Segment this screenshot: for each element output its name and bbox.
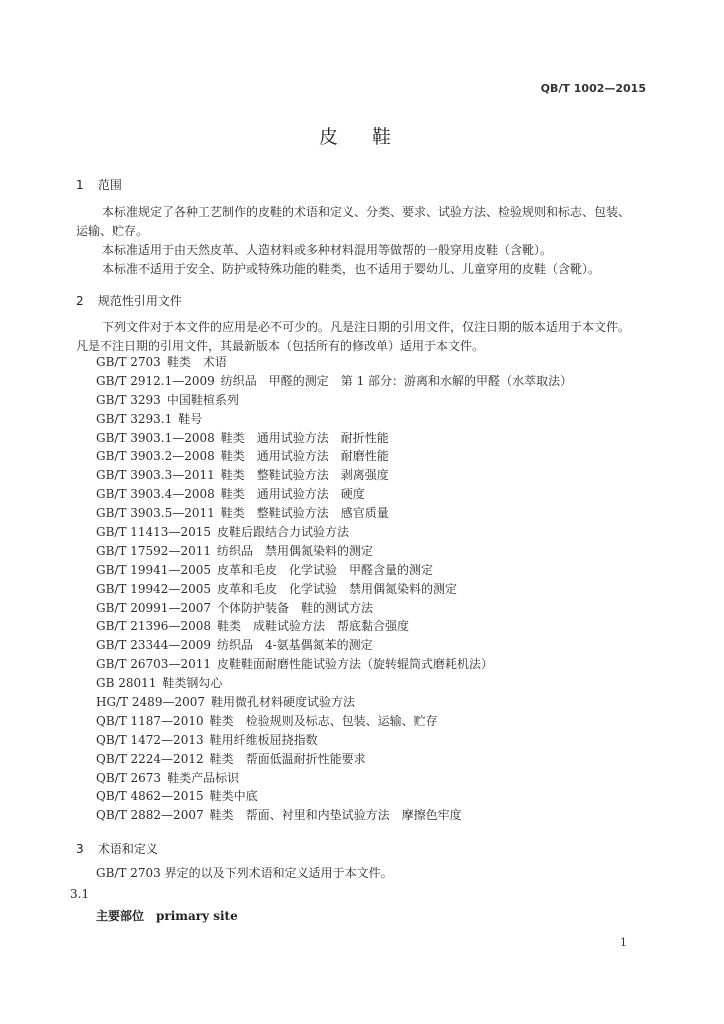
reference-title: 鞋用微孔材料硬度试验方法: [211, 695, 356, 710]
reference-item: [96, 695, 572, 714]
reference-title: 鞋类 通用试验方法 耐折性能: [220, 430, 389, 445]
reference-item: [96, 752, 572, 771]
section-number: 3: [76, 842, 84, 856]
reference-code: GB/T 20991—2007: [96, 600, 211, 615]
reference-title: 鞋类 检验规则及标志、包装、运输、贮存: [209, 713, 438, 728]
reference-item: [96, 487, 572, 506]
reference-code: QB/T 1187—2010: [96, 713, 204, 728]
reference-code: GB/T 23344—2009: [96, 638, 211, 653]
reference-item: [96, 582, 572, 601]
reference-code: GB/T 2703: [96, 355, 161, 369]
reference-item: [96, 544, 572, 563]
reference-title: 个体防护装备 鞋的测试方法: [216, 600, 373, 615]
section-title: 规范性引用文件: [97, 294, 182, 308]
reference-title: 鞋类 通用试验方法 硬度: [220, 487, 365, 502]
reference-item: [96, 374, 572, 393]
reference-code: GB/T 3903.5—2011: [96, 506, 215, 521]
reference-code: GB/T 3293: [96, 392, 161, 407]
section-number: 2: [76, 294, 84, 308]
reference-item: [96, 563, 572, 582]
normative-intro-line-2: 凡是不注日期的引用文件，其最新版本（包括所有的修改单）适用于本文件。: [76, 339, 485, 353]
reference-title: 鞋类产品标识: [167, 770, 240, 785]
reference-item: [96, 619, 572, 638]
reference-code: GB/T 11413—2015: [96, 525, 211, 540]
term-english: primary site: [156, 909, 238, 923]
reference-code: QB/T 2673: [96, 770, 162, 785]
term-chinese: 主要部位: [96, 909, 145, 923]
reference-item: [96, 714, 572, 733]
reference-code: QB/T 2224—2012: [96, 751, 204, 766]
standard-code: QB/T 1002—2015: [540, 82, 646, 95]
reference-code: GB/T 17592—2011: [96, 543, 211, 558]
reference-code: GB/T 19942—2005: [96, 581, 211, 596]
section-title: 术语和定义: [97, 842, 158, 856]
terms-intro: GB/T 2703 界定的以及下列术语和定义适用于本文件。: [96, 866, 393, 880]
document-title: 皮 鞋: [318, 126, 406, 148]
reference-title: 鞋类中底: [209, 789, 258, 804]
reference-code: GB/T 3903.4—2008: [96, 487, 215, 502]
reference-title: 皮革和毛皮 化学试验 甲醛含量的测定: [216, 562, 433, 577]
section-heading-terms: [76, 840, 158, 857]
reference-item: [96, 468, 572, 487]
section-number: 1: [76, 178, 84, 192]
reference-item: [96, 676, 572, 695]
reference-item: [96, 506, 572, 525]
reference-title: 皮鞋鞋面耐磨性能试验方法（旋转辊筒式磨耗机法）: [216, 657, 493, 672]
reference-code: GB/T 3903.3—2011: [96, 468, 215, 483]
normative-intro-line-1: 下列文件对于本文件的应用是必不可少的。凡是注日期的引用文件，仅注日期的版本适用于本文件。: [102, 320, 631, 334]
reference-item: [96, 412, 572, 431]
section-heading-normative: [76, 292, 182, 309]
reference-item: [96, 771, 572, 790]
scope-paragraph-3: 本标准不适用于安全、防护或特殊功能的鞋类，也不适用于婴幼儿、儿童穿用的皮鞋（含靴）。: [102, 262, 601, 276]
reference-code: QB/T 1472—2013: [96, 732, 204, 747]
reference-item: [96, 431, 572, 450]
reference-title: 鞋类 帮面低温耐折性能要求: [209, 751, 366, 766]
reference-code: GB 28011: [96, 676, 157, 691]
reference-item: [96, 789, 572, 808]
scope-paragraph-1-cont: 运输、贮存。: [76, 224, 149, 238]
reference-item: [96, 525, 572, 544]
page-number: 1: [620, 936, 627, 949]
reference-item: [96, 449, 572, 468]
reference-code: QB/T 2882—2007: [96, 808, 204, 823]
reference-title: 纺织品 禁用偶氮染料的测定: [216, 543, 373, 558]
reference-title: 鞋类 整鞋试验方法 感官质量: [220, 506, 389, 521]
reference-code: GB/T 3903.1—2008: [96, 430, 215, 445]
scope-paragraph-1: 本标准规定了各种工艺制作的皮鞋的术语和定义、分类、要求、试验方法、检验规则和标志、包装、: [102, 205, 631, 219]
reference-title: 皮革和毛皮 化学试验 禁用偶氮染料的测定: [216, 581, 457, 596]
reference-title: 鞋用纤维板屈挠指数: [209, 732, 318, 747]
reference-item: [96, 393, 572, 412]
reference-title: 皮鞋后跟结合力试验方法: [216, 525, 349, 540]
reference-title: 鞋类钢勾心: [162, 676, 223, 691]
scope-paragraph-2: 本标准适用于由天然皮革、人造材料或多种材料混用等做帮的一般穿用皮鞋（含靴）。: [102, 243, 553, 257]
reference-title: 中国鞋楦系列: [166, 392, 239, 407]
reference-code: GB/T 2912.1—2009: [96, 373, 215, 388]
section-heading-scope: [76, 176, 122, 193]
term-entry: [96, 907, 238, 924]
reference-title: 鞋类 通用试验方法 耐磨性能: [220, 449, 389, 464]
section-title: 范围: [97, 178, 122, 192]
reference-list: [96, 355, 572, 827]
reference-code: QB/T 4862—2015: [96, 789, 204, 804]
reference-title: 鞋类 成鞋试验方法 帮底黏合强度: [216, 619, 409, 634]
reference-item: [96, 808, 572, 827]
reference-title: 鞋类 术语: [166, 355, 227, 369]
reference-code: GB/T 3903.2—2008: [96, 449, 215, 464]
reference-code: GB/T 19941—2005: [96, 562, 211, 577]
reference-item: [96, 638, 572, 657]
reference-code: HG/T 2489—2007: [96, 695, 205, 710]
reference-item: [96, 657, 572, 676]
reference-code: GB/T 3293.1: [96, 411, 173, 426]
reference-title: 鞋号: [178, 411, 203, 426]
term-number: 3.1: [70, 887, 90, 901]
reference-code: GB/T 26703—2011: [96, 657, 211, 672]
reference-title: 纺织品 甲醛的测定 第 1 部分：游离和水解的甲醛（水萃取法）: [220, 373, 573, 388]
reference-code: GB/T 21396—2008: [96, 619, 211, 634]
reference-title: 纺织品 4-氨基偶氮苯的测定: [216, 638, 373, 653]
reference-item: [96, 355, 572, 374]
reference-title: 鞋类 帮面、衬里和内垫试验方法 摩擦色牢度: [209, 808, 462, 823]
reference-item: [96, 733, 572, 752]
reference-title: 鞋类 整鞋试验方法 剥离强度: [220, 468, 389, 483]
reference-item: [96, 601, 572, 620]
